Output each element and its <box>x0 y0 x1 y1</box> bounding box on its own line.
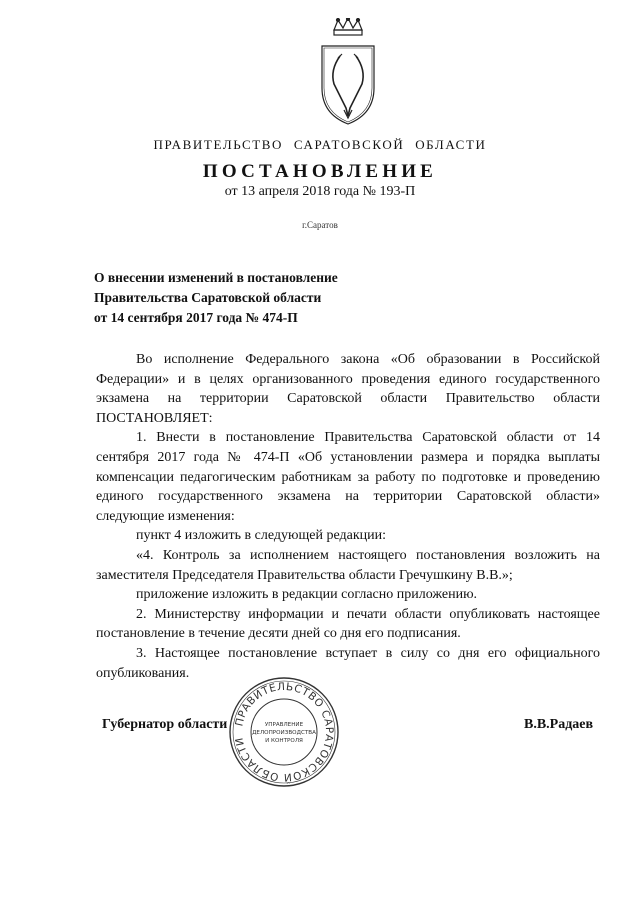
svg-text:И КОНТРОЛЯ: И КОНТРОЛЯ <box>265 738 303 744</box>
body-paragraph: «4. Контроль за исполнением настоящего постановления возложить на заместителя Председателя Правительства области Гречушкину В.В.»; <box>96 547 600 583</box>
svg-text:ДЕЛОПРОИЗВОДСТВА: ДЕЛОПРОИЗВОДСТВА <box>252 730 316 736</box>
document-type: ПОСТАНОВЛЕНИЕ <box>202 161 438 182</box>
signatory-name: В.В.Радаев <box>524 717 594 732</box>
government-name: ПРАВИТЕЛЬСТВО САРАТОВСКОЙ ОБЛАСТИ <box>153 137 487 152</box>
subject-line: от 14 сентября 2017 года № 474-П <box>94 310 298 325</box>
subject-line: Правительства Саратовской области <box>94 290 322 305</box>
document-city: г.Саратов <box>302 220 338 230</box>
body-paragraph: 2. Министерству информации и печати области опубликовать настоящее постановление в течение десяти дней со дня его подписания. <box>96 606 600 642</box>
body-paragraph: 3. Настоящее постановление вступает в силу со дня его официального опубликования. <box>96 645 600 681</box>
document-date-number: от 13 апреля 2018 года № 193-П <box>224 184 416 199</box>
body-paragraph: Во исполнение Федерального закона «Об образовании в Российской Федерации» и в целях организованного проведения единого государственного экзамена на территории Саратовской области Правительство области ПОСТАНОВЛЯЕТ: <box>96 352 600 426</box>
document-subject <box>94 268 424 328</box>
body-paragraph: пункт 4 изложить в следующей редакции: <box>136 528 386 544</box>
coat-of-arms-icon <box>316 18 380 128</box>
signatory-title: Губернатор области <box>102 717 228 732</box>
official-stamp <box>228 676 340 788</box>
subject-line: О внесении изменений в постановление <box>94 270 338 285</box>
svg-text:УПРАВЛЕНИЕ: УПРАВЛЕНИЕ <box>264 722 304 728</box>
svg-text:ПРАВИТЕЛЬСТВО САРАТОВСКОЙ ОБЛА: ПРАВИТЕЛЬСТВО САРАТОВСКОЙ ОБЛАСТИ <box>233 680 336 784</box>
body-paragraph: 1. Внести в постановление Правительства Саратовской области от 14 сентября 2017 года № 474-П «Об установлении размера и порядка выплаты компенсации педагогическим работникам за работу по подготовке и проведению единого государственного экзамена на территории Саратовской области» следующие изменения: <box>96 430 600 524</box>
body-paragraph: приложение изложить в редакции согласно приложению. <box>136 587 478 603</box>
document-body <box>96 350 600 683</box>
